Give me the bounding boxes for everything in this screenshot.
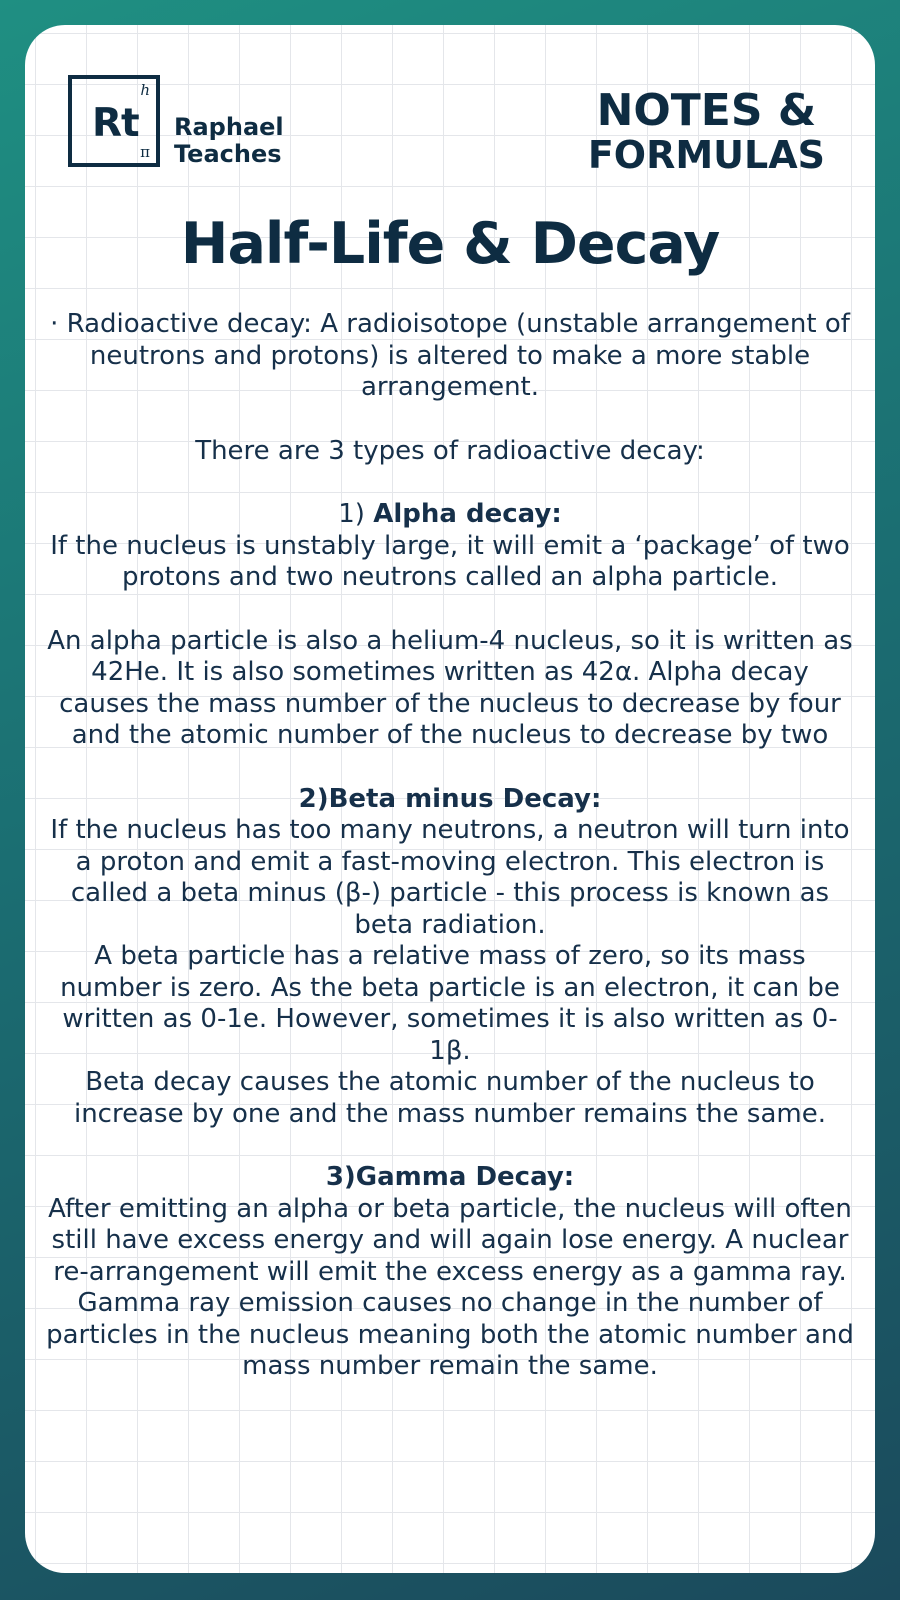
logo-subscript: π <box>140 143 150 161</box>
page-title: Half-Life & Decay <box>180 211 720 277</box>
gamma-heading-text: Gamma Decay: <box>355 1162 575 1192</box>
notes-label-line2: FORMULAS <box>587 133 825 177</box>
gamma-heading <box>45 1162 855 1194</box>
beta-paragraph-3: Beta decay causes the atomic number of the nucleus to increase by one and the mass number remains the same. <box>73 1067 826 1129</box>
brand-name <box>174 114 284 168</box>
alpha-paragraph-1: If the nucleus is unstably large, it will emit a ‘package’ of two protons and two neutrons called an alpha particle. <box>50 530 850 592</box>
notes-label-line1: NOTES & <box>596 85 817 136</box>
gamma-paragraph-1: After emitting an alpha or beta particle, the nucleus will often still have excess energy and will again lose energy. A nuclear re-arrangement will emit the excess energy as a gamma ray. <box>48 1193 852 1287</box>
logo-superscript: h <box>140 81 150 99</box>
beta-heading-text: Beta minus Decay: <box>328 783 602 814</box>
gamma-paragraph-2: Gamma ray emission causes no change in the number of particles in the nucleus meaning both the atomic number and mass number remain the same. <box>46 1288 854 1381</box>
notes-card <box>25 25 875 1573</box>
alpha-number: 1) <box>338 499 365 529</box>
gamma-number: 3) <box>325 1162 356 1192</box>
brand-name-line1: Raphael <box>174 113 284 141</box>
notes-content <box>45 309 855 1383</box>
alpha-heading <box>45 499 855 531</box>
beta-number: 2) <box>298 783 329 814</box>
beta-heading <box>45 784 855 816</box>
alpha-heading-text: Alpha decay: <box>373 499 562 529</box>
decay-definition: · Radioactive decay: A radioisotope (unstable arrangement of neutrons and protons) is altered to make a more stable arrangement. <box>50 309 850 402</box>
decay-types-intro: There are 3 types of radioactive decay: <box>195 435 705 466</box>
brand-name-line2: Teaches <box>174 140 282 168</box>
beta-paragraph-1: If the nucleus has too many neutrons, a neutron will turn into a proton and emit a fast-moving electron. This electron is called a beta minus (β-) particle - this process is known as beta radiation. <box>50 815 850 940</box>
beta-paragraph-2: A beta particle has a relative mass of zero, so its mass number is zero. As the beta particle is an electron, it can be written as 0-1e. However, sometimes it is also written as 0-1β. <box>60 941 840 1066</box>
notes-formulas-label <box>588 87 825 175</box>
alpha-paragraph-2: An alpha particle is also a helium-4 nucleus, so it is written as 42He. It is also sometimes written as 42α. Alpha decay causes the mass number of the nucleus to decrease by four and the atomic number of the nucleus to decrease by two <box>47 625 853 750</box>
logo-letters: Rt <box>92 101 139 146</box>
logo <box>68 75 160 167</box>
